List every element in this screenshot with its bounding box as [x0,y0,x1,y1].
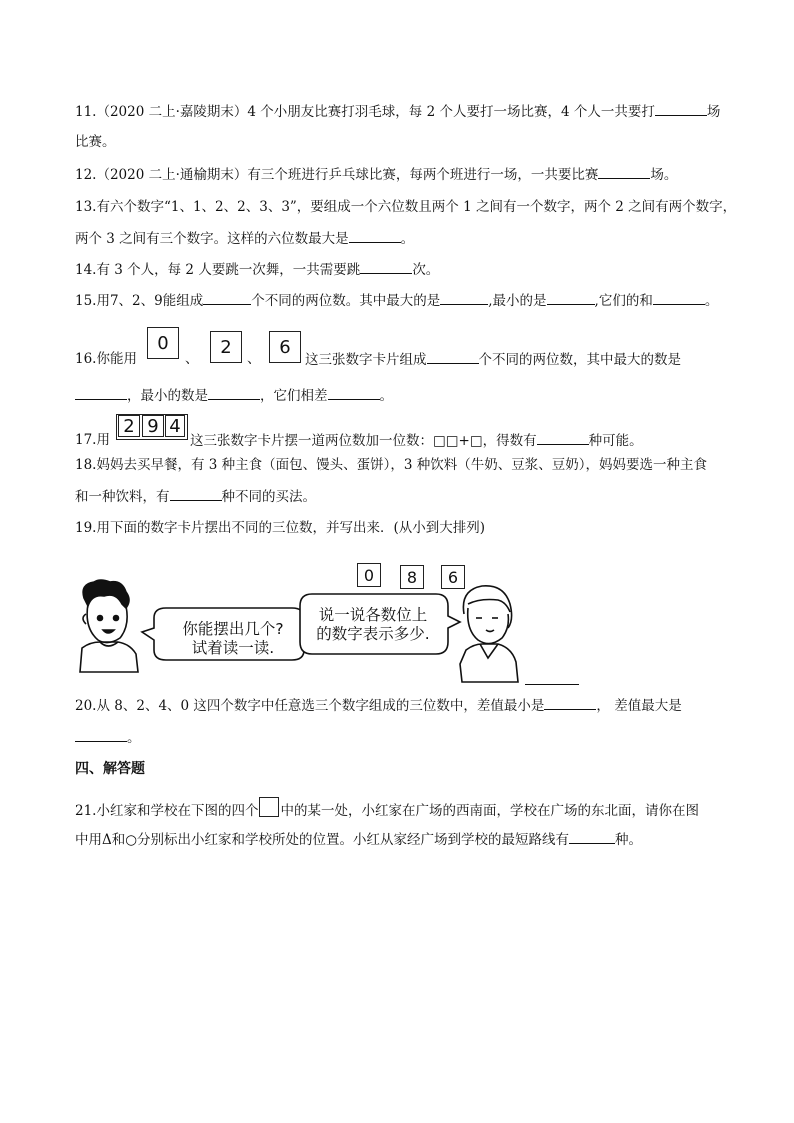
q15-blank-4[interactable] [653,290,705,305]
q19-answer-blank[interactable] [525,670,579,685]
q15-text-e: 。 [704,293,719,309]
q11-answer-blank[interactable] [655,101,707,116]
q12-text-b: 场。 [650,167,678,183]
digit-card-4: 4 [165,415,185,437]
q21-text: 21.小红家和学校在下图的四个 [75,803,259,819]
q16-text-e: ，它们相差 [260,388,328,404]
question-21 [75,797,699,821]
digit-card-0: 0 [147,327,179,359]
digit-card-6: 6 [269,331,301,363]
square-box-icon [259,797,279,817]
digit-card-8: 8 [400,565,424,589]
q20-blank-1[interactable] [544,695,596,710]
question-13-cont [75,228,414,249]
q16-text-d: ，最小的数是 [127,388,208,404]
q17-answer-blank[interactable] [537,430,589,445]
question-21-cont [75,829,642,850]
q16-blank-4[interactable] [328,385,380,400]
q16-text-b: 这三张数字卡片组成 [305,352,427,368]
section-heading: 四、解答题 [75,761,145,777]
boy-icon [80,580,138,672]
q15-blank-2[interactable] [440,290,488,305]
q17-text-b: 这三张数字卡片摆一道两位数加一位数：□□+□，得数有 [190,433,537,449]
bubble-left-text: 你能摆出几个? 试着读一读. [182,620,284,657]
q21-text-b: 中的某一处，小红家在广场的西南面，学校在广场的东北面，请你在图 [280,803,699,819]
q16-text-f: 。 [379,388,393,404]
q13-text-b: 两个 3 之间有三个数字。这样的六位数最大是 [75,231,349,247]
q13-answer-blank[interactable] [349,228,401,243]
q18-text-c: 种不同的买法。 [221,489,316,505]
q15-blank-3[interactable] [547,290,595,305]
q15-text-b: 个不同的两位数。其中最大的是 [251,293,441,309]
q16-sep-2: 、 [247,351,261,367]
dialogue-illustration [70,578,530,688]
q12-answer-blank[interactable] [598,164,650,179]
digit-card-0b: 0 [357,563,381,587]
q11-text: 11.（2020 二上·嘉陵期末）4 个小朋友比赛打羽毛球，每 2 个人要打一场比赛，4 个人一共要打 [75,104,655,120]
q20-blank-2[interactable] [75,727,127,742]
q16-blank-1[interactable] [427,349,479,364]
q15-text-c: ,最小的是 [488,293,547,309]
q12-text: 12.（2020 二上·通榆期末）有三个班进行乒乓球比赛，每两个班进行一场，一共要比赛 [75,167,599,183]
digit-card-9: 9 [142,415,164,437]
q11-text-c: 比赛。 [75,134,116,150]
question-15 [75,290,718,311]
question-17 [75,430,110,450]
q18-answer-blank[interactable] [170,486,222,501]
question-19 [75,518,485,538]
question-11-cont [75,132,116,152]
q15-blank-1[interactable] [203,290,251,305]
q18-text-b: 和一种饮料，有 [75,489,170,505]
q14-text: 14.有 3 个人，每 2 人要跳一次舞，一共需要跳 [75,262,361,278]
q18-text: 18.妈妈去买早餐，有 3 种主食（面包、馒头、蛋饼），3 种饮料（牛奶、豆浆、豆奶），妈妈要选一种主食 [75,457,708,473]
question-18-cont [75,486,316,507]
question-18 [75,455,707,475]
digit-card-2: 2 [210,331,242,363]
digit-card-strip [116,414,188,440]
q16-blank-3[interactable] [208,385,260,400]
q20-text-b: ， 差值最大是 [596,698,682,714]
question-14 [75,259,439,280]
question-17-right [190,430,643,451]
question-16 [75,349,137,369]
q13-text: 13.有六个数字“1、1、2、2、3、3”，要组成一个六位数且两个 1 之间有一个数字，两个 2 之间有两个数字， [75,199,737,215]
question-16-right [305,349,681,370]
q15-text-d: ,它们的和 [594,293,653,309]
digit-card-6b: 6 [441,565,465,589]
q16-blank-2[interactable] [75,385,127,400]
question-20 [75,695,682,716]
question-12 [75,164,677,185]
q20-text-c: 。 [127,730,141,746]
q17-text: 17.用 [75,432,110,448]
q21-text-d: 种。 [615,832,643,848]
question-13 [75,197,736,217]
q11-text-b: 场 [706,104,721,120]
q17-text-c: 种可能。 [588,433,643,449]
q16-text-c: 个不同的两位数，其中最大的数是 [478,352,681,368]
girl-icon [460,586,518,682]
q16-sep-1: 、 [185,351,199,367]
q16-text: 16.你能用 [75,351,137,367]
q14-text-b: 次。 [412,262,440,278]
question-11 [75,101,720,122]
q13-text-c: 。 [400,231,415,247]
bubble-right-text: 说一说各数位上 的数字表示多少. [316,606,430,643]
q21-text-c: 中用Δ和○分别标出小红家和学校所处的位置。小红从家经广场到学校的最短路线有 [75,832,570,848]
digit-card-2b: 2 [118,415,140,437]
q15-text: 15.用7、2、9能组成 [75,293,204,309]
q21-answer-blank[interactable] [569,829,615,844]
q20-text: 20.从 8、2、4、0 这四个数字中任意选三个数字组成的三位数中，差值最小是 [75,698,545,714]
question-20-cont [75,727,141,748]
question-16-cont [75,385,393,406]
q14-answer-blank[interactable] [360,259,412,274]
q19-text: 19.用下面的数字卡片摆出不同的三位数，并写出来．(从小到大排列) [75,520,486,536]
